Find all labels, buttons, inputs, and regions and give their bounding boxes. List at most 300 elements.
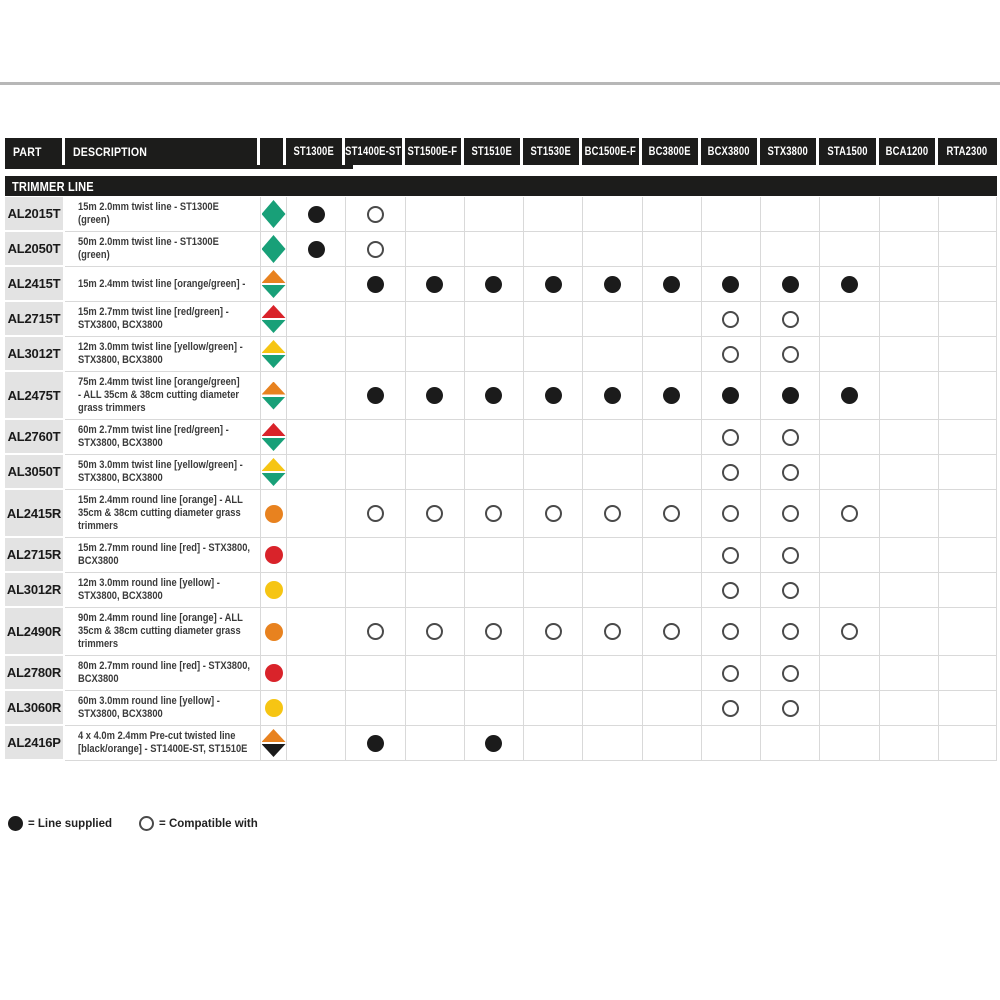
compat-cell-STX3800 bbox=[760, 372, 819, 420]
column-header-label: ST1300E bbox=[293, 145, 335, 158]
compat-cell-ST1510E bbox=[464, 197, 523, 232]
line-supplied-dot bbox=[308, 206, 325, 223]
compat-cell-ST1300E bbox=[286, 573, 345, 608]
compat-cell-ST1300E bbox=[286, 608, 345, 656]
description-cell bbox=[65, 267, 260, 302]
description-cell bbox=[65, 372, 260, 420]
compat-cell-ST1300E bbox=[286, 691, 345, 726]
compat-cell-ST1530E bbox=[523, 267, 582, 302]
line-supplied-dot bbox=[782, 276, 799, 293]
compat-cell-STX3800 bbox=[760, 302, 819, 337]
compatible-dot bbox=[722, 547, 739, 564]
compatible-dot bbox=[841, 505, 858, 522]
twist-line-diamond-icon bbox=[262, 340, 286, 368]
diamond-bottom-half bbox=[262, 744, 286, 757]
compat-cell-ST1510E bbox=[464, 691, 523, 726]
description-cell bbox=[65, 197, 260, 232]
description-line: grass trimmers bbox=[78, 402, 146, 414]
round-line-circle-icon bbox=[265, 581, 283, 599]
compat-cell-ST1510E bbox=[464, 337, 523, 372]
diamond-bottom-half bbox=[262, 473, 286, 486]
compat-cell-ST1400E-ST bbox=[345, 656, 404, 691]
compatible-dot bbox=[485, 623, 502, 640]
compat-cell-BC1500E-F bbox=[582, 337, 641, 372]
compat-cell-BC1500E-F bbox=[582, 691, 641, 726]
compat-cell-STX3800 bbox=[760, 691, 819, 726]
compat-cell-BCA1200 bbox=[879, 372, 938, 420]
compat-cell-BCA1200 bbox=[879, 726, 938, 761]
compatible-dot bbox=[782, 464, 799, 481]
compatible-dot bbox=[663, 623, 680, 640]
description-line: [black/orange] - ST1400E-ST, ST1510E bbox=[78, 743, 248, 755]
twist-line-diamond-icon bbox=[262, 423, 286, 451]
line-supplied-dot bbox=[485, 276, 502, 293]
compat-cell-RTA2300 bbox=[938, 490, 997, 538]
compat-cell-ST1530E bbox=[523, 656, 582, 691]
part-cell: AL2416P bbox=[5, 726, 65, 761]
legend-compatible-label: = Compatible with bbox=[159, 817, 258, 830]
compat-cell-ST1400E-ST bbox=[345, 726, 404, 761]
diamond-top-half bbox=[262, 270, 286, 283]
compatible-dot bbox=[782, 547, 799, 564]
compat-cell-BCX3800 bbox=[701, 420, 760, 455]
compat-cell-BCA1200 bbox=[879, 538, 938, 573]
compat-cell-ST1530E bbox=[523, 726, 582, 761]
table-row-AL2760T bbox=[5, 420, 997, 455]
part-cell: AL3050T bbox=[5, 455, 65, 490]
line-supplied-dot bbox=[308, 241, 325, 258]
description-cell bbox=[65, 656, 260, 691]
compat-cell-ST1300E bbox=[286, 656, 345, 691]
compat-cell-STA1500 bbox=[819, 420, 878, 455]
compat-cell-BCX3800 bbox=[701, 197, 760, 232]
compat-cell-ST1510E bbox=[464, 372, 523, 420]
compatible-dot bbox=[782, 429, 799, 446]
compat-cell-STA1500 bbox=[819, 490, 878, 538]
line-supplied-dot bbox=[722, 276, 739, 293]
description-cell bbox=[65, 337, 260, 372]
compat-cell-ST1510E bbox=[464, 726, 523, 761]
compat-cell-BC3800E bbox=[642, 726, 701, 761]
column-header-part bbox=[5, 138, 65, 165]
compat-cell-BC1500E-F bbox=[582, 455, 641, 490]
line-colour-cell bbox=[260, 490, 286, 538]
line-colour-cell bbox=[260, 337, 286, 372]
column-header-label: ST1530E bbox=[530, 145, 572, 158]
compat-cell-BCA1200 bbox=[879, 337, 938, 372]
part-cell: AL3012T bbox=[5, 337, 65, 372]
description-cell bbox=[65, 232, 260, 267]
line-supplied-dot bbox=[663, 387, 680, 404]
compatible-dot bbox=[426, 505, 443, 522]
compat-cell-ST1500E-F bbox=[405, 656, 464, 691]
description-line: STX3800, BCX3800 bbox=[78, 472, 163, 484]
compat-cell-RTA2300 bbox=[938, 302, 997, 337]
section-header-trimmer-line bbox=[5, 176, 997, 196]
compat-cell-STX3800 bbox=[760, 267, 819, 302]
description-line: STX3800, BCX3800 bbox=[78, 354, 163, 366]
twist-line-diamond-icon bbox=[262, 235, 286, 263]
compatible-dot bbox=[782, 665, 799, 682]
compat-cell-STA1500 bbox=[819, 232, 878, 267]
header-shadow-bar bbox=[5, 165, 353, 169]
compat-cell-ST1400E-ST bbox=[345, 372, 404, 420]
compat-cell-ST1500E-F bbox=[405, 573, 464, 608]
compat-cell-ST1530E bbox=[523, 691, 582, 726]
open-dot-icon bbox=[139, 816, 154, 831]
twist-line-diamond-icon bbox=[262, 270, 286, 298]
description-cell bbox=[65, 573, 260, 608]
column-header-label: STA1500 bbox=[827, 145, 868, 158]
compat-cell-ST1300E bbox=[286, 726, 345, 761]
description-line: 80m 2.7mm round line [red] - STX3800, bbox=[78, 660, 250, 672]
compat-cell-STX3800 bbox=[760, 197, 819, 232]
line-colour-cell bbox=[260, 573, 286, 608]
diamond-top-half bbox=[262, 458, 286, 471]
compat-cell-ST1400E-ST bbox=[345, 455, 404, 490]
compat-cell-BC3800E bbox=[642, 455, 701, 490]
line-colour-cell bbox=[260, 455, 286, 490]
compat-cell-BCA1200 bbox=[879, 656, 938, 691]
compat-cell-BC1500E-F bbox=[582, 490, 641, 538]
diamond-top-half bbox=[262, 729, 286, 742]
compatible-dot bbox=[782, 623, 799, 640]
line-supplied-dot bbox=[841, 387, 858, 404]
part-cell: AL2715T bbox=[5, 302, 65, 337]
compat-cell-STA1500 bbox=[819, 538, 878, 573]
compat-cell-BCA1200 bbox=[879, 490, 938, 538]
compatible-dot bbox=[722, 505, 739, 522]
column-header-ST1500E-F bbox=[405, 138, 464, 165]
compat-cell-RTA2300 bbox=[938, 455, 997, 490]
compat-cell-STA1500 bbox=[819, 656, 878, 691]
compat-cell-ST1500E-F bbox=[405, 691, 464, 726]
description-line: 4 x 4.0m 2.4mm Pre-cut twisted line bbox=[78, 730, 236, 742]
compat-cell-STX3800 bbox=[760, 490, 819, 538]
compat-cell-ST1530E bbox=[523, 197, 582, 232]
compat-cell-BCX3800 bbox=[701, 302, 760, 337]
compat-cell-STA1500 bbox=[819, 267, 878, 302]
column-header-label: ST1500E-F bbox=[407, 145, 458, 158]
compat-cell-BC3800E bbox=[642, 232, 701, 267]
line-supplied-dot bbox=[663, 276, 680, 293]
compatible-dot bbox=[722, 346, 739, 363]
twist-line-diamond-icon bbox=[262, 382, 286, 410]
line-supplied-dot bbox=[367, 276, 384, 293]
round-line-circle-icon bbox=[265, 623, 283, 641]
column-header-label: RTA2300 bbox=[946, 145, 988, 158]
compat-cell-BCA1200 bbox=[879, 691, 938, 726]
compat-cell-ST1500E-F bbox=[405, 302, 464, 337]
compat-cell-ST1530E bbox=[523, 232, 582, 267]
compat-cell-ST1510E bbox=[464, 656, 523, 691]
compat-cell-BCX3800 bbox=[701, 267, 760, 302]
description-line: STX3800, BCX3800 bbox=[78, 708, 163, 720]
table-row-AL3012R bbox=[5, 573, 997, 608]
compat-cell-STX3800 bbox=[760, 337, 819, 372]
compat-cell-ST1300E bbox=[286, 490, 345, 538]
column-header-line-colour bbox=[260, 138, 286, 165]
compatible-dot bbox=[782, 582, 799, 599]
compat-cell-BC3800E bbox=[642, 573, 701, 608]
description-line: 50m 2.0mm twist line - ST1300E bbox=[78, 236, 219, 248]
line-colour-cell bbox=[260, 656, 286, 691]
column-header-ST1300E bbox=[286, 138, 345, 165]
column-header-description-label: DESCRIPTION bbox=[73, 144, 148, 159]
part-cell: AL2415T bbox=[5, 267, 65, 302]
compat-cell-BC1500E-F bbox=[582, 538, 641, 573]
column-header-label: BCX3800 bbox=[707, 145, 750, 158]
table-row-AL3012T bbox=[5, 337, 997, 372]
compat-cell-ST1500E-F bbox=[405, 337, 464, 372]
compat-cell-ST1400E-ST bbox=[345, 490, 404, 538]
compatible-dot bbox=[485, 505, 502, 522]
table-row-AL2715R bbox=[5, 538, 997, 573]
column-header-label: ST1400E-ST bbox=[345, 145, 402, 158]
description-line: 15m 2.7mm round line [red] - STX3800, bbox=[78, 542, 250, 554]
column-header-part-label: PART bbox=[13, 144, 42, 159]
line-supplied-dot bbox=[426, 387, 443, 404]
compat-cell-STX3800 bbox=[760, 573, 819, 608]
compatible-dot bbox=[782, 700, 799, 717]
compat-cell-STA1500 bbox=[819, 726, 878, 761]
compat-cell-STX3800 bbox=[760, 420, 819, 455]
twist-line-diamond-icon bbox=[262, 305, 286, 333]
description-cell bbox=[65, 302, 260, 337]
compat-cell-BCX3800 bbox=[701, 726, 760, 761]
compat-cell-ST1530E bbox=[523, 420, 582, 455]
compat-cell-STA1500 bbox=[819, 691, 878, 726]
compat-cell-STA1500 bbox=[819, 337, 878, 372]
description-cell bbox=[65, 420, 260, 455]
line-supplied-dot bbox=[485, 735, 502, 752]
description-cell bbox=[65, 455, 260, 490]
compat-cell-ST1510E bbox=[464, 490, 523, 538]
compat-cell-STX3800 bbox=[760, 608, 819, 656]
table-row-AL2490R bbox=[5, 608, 997, 656]
compat-cell-STX3800 bbox=[760, 232, 819, 267]
compat-cell-ST1400E-ST bbox=[345, 267, 404, 302]
line-supplied-dot bbox=[426, 276, 443, 293]
compat-cell-RTA2300 bbox=[938, 337, 997, 372]
description-line: 15m 2.4mm twist line [orange/green] - bbox=[78, 277, 246, 290]
column-header-BCA1200 bbox=[879, 138, 938, 165]
compat-cell-BC3800E bbox=[642, 608, 701, 656]
description-line: - ALL 35cm & 38cm cutting diameter bbox=[78, 389, 240, 401]
diamond-bottom-half bbox=[262, 320, 286, 333]
compat-cell-BC1500E-F bbox=[582, 420, 641, 455]
column-header-ST1510E bbox=[464, 138, 523, 165]
twist-line-diamond-icon bbox=[262, 729, 286, 757]
compat-cell-STA1500 bbox=[819, 455, 878, 490]
compat-cell-ST1500E-F bbox=[405, 197, 464, 232]
description-cell bbox=[65, 691, 260, 726]
compat-cell-BC1500E-F bbox=[582, 302, 641, 337]
description-line: 12m 3.0mm round line [yellow] - bbox=[78, 577, 220, 589]
compat-cell-STA1500 bbox=[819, 608, 878, 656]
column-header-RTA2300 bbox=[938, 138, 997, 165]
compat-cell-BCA1200 bbox=[879, 573, 938, 608]
table-header-row bbox=[5, 138, 997, 165]
compat-cell-BC3800E bbox=[642, 490, 701, 538]
compat-cell-ST1530E bbox=[523, 337, 582, 372]
compat-cell-ST1300E bbox=[286, 337, 345, 372]
compat-cell-ST1300E bbox=[286, 232, 345, 267]
compat-cell-BCX3800 bbox=[701, 608, 760, 656]
compat-cell-ST1300E bbox=[286, 420, 345, 455]
compat-cell-ST1500E-F bbox=[405, 726, 464, 761]
compatible-dot bbox=[545, 623, 562, 640]
diamond-top-half bbox=[262, 423, 286, 436]
column-header-BC1500E-F bbox=[582, 138, 641, 165]
part-cell: AL2715R bbox=[5, 538, 65, 573]
compat-cell-BC1500E-F bbox=[582, 267, 641, 302]
twist-line-diamond-icon bbox=[262, 200, 286, 228]
column-header-label: STX3800 bbox=[767, 145, 809, 158]
compatible-dot bbox=[367, 505, 384, 522]
part-cell: AL3012R bbox=[5, 573, 65, 608]
compat-cell-ST1530E bbox=[523, 573, 582, 608]
line-colour-cell bbox=[260, 726, 286, 761]
line-supplied-dot bbox=[604, 276, 621, 293]
legend-line-supplied-label: = Line supplied bbox=[28, 817, 113, 830]
compatible-dot bbox=[722, 582, 739, 599]
compat-cell-ST1510E bbox=[464, 538, 523, 573]
compat-cell-STA1500 bbox=[819, 573, 878, 608]
round-line-circle-icon bbox=[265, 664, 283, 682]
column-header-label: BCA1200 bbox=[885, 145, 928, 158]
compat-cell-RTA2300 bbox=[938, 656, 997, 691]
line-supplied-dot bbox=[545, 276, 562, 293]
description-line: 35cm & 38cm cutting diameter grass bbox=[78, 625, 241, 637]
diamond-bottom-half bbox=[262, 438, 286, 451]
line-colour-cell bbox=[260, 197, 286, 232]
compatible-dot bbox=[722, 700, 739, 717]
compat-cell-BC1500E-F bbox=[582, 197, 641, 232]
compat-cell-BCX3800 bbox=[701, 232, 760, 267]
compatible-dot bbox=[367, 241, 384, 258]
compat-cell-STX3800 bbox=[760, 726, 819, 761]
compat-cell-BCX3800 bbox=[701, 691, 760, 726]
part-cell: AL3060R bbox=[5, 691, 65, 726]
compat-cell-ST1400E-ST bbox=[345, 197, 404, 232]
table-row-AL2415R bbox=[5, 490, 997, 538]
compat-cell-ST1400E-ST bbox=[345, 232, 404, 267]
column-header-label: BC3800E bbox=[648, 145, 691, 158]
compat-cell-ST1300E bbox=[286, 372, 345, 420]
diamond-top-half bbox=[262, 305, 286, 318]
compat-cell-ST1300E bbox=[286, 455, 345, 490]
description-line: STX3800, BCX3800 bbox=[78, 590, 163, 602]
line-supplied-dot bbox=[841, 276, 858, 293]
line-supplied-dot bbox=[367, 387, 384, 404]
line-colour-cell bbox=[260, 538, 286, 573]
compat-cell-ST1400E-ST bbox=[345, 608, 404, 656]
diamond-top-half bbox=[262, 382, 286, 395]
description-line: 12m 3.0mm twist line [yellow/green] - bbox=[78, 341, 243, 353]
column-header-BCX3800 bbox=[701, 138, 760, 165]
column-header-STX3800 bbox=[760, 138, 819, 165]
compat-cell-ST1500E-F bbox=[405, 608, 464, 656]
compat-cell-STA1500 bbox=[819, 372, 878, 420]
description-line: 15m 2.7mm twist line [red/green] - bbox=[78, 306, 229, 318]
compat-cell-ST1400E-ST bbox=[345, 573, 404, 608]
compat-cell-RTA2300 bbox=[938, 232, 997, 267]
line-supplied-dot bbox=[782, 387, 799, 404]
compat-cell-ST1400E-ST bbox=[345, 538, 404, 573]
table-row-AL2475T bbox=[5, 372, 997, 420]
compat-cell-BC3800E bbox=[642, 420, 701, 455]
compat-cell-BC3800E bbox=[642, 302, 701, 337]
description-cell bbox=[65, 490, 260, 538]
column-header-ST1530E bbox=[523, 138, 582, 165]
filled-dot-icon bbox=[8, 816, 23, 831]
twist-line-diamond-icon bbox=[262, 458, 286, 486]
part-cell: AL2050T bbox=[5, 232, 65, 267]
line-supplied-dot bbox=[367, 735, 384, 752]
compatible-dot bbox=[722, 311, 739, 328]
compat-cell-ST1530E bbox=[523, 490, 582, 538]
compat-cell-ST1530E bbox=[523, 372, 582, 420]
compat-cell-ST1510E bbox=[464, 232, 523, 267]
compat-cell-STA1500 bbox=[819, 197, 878, 232]
compat-cell-BCA1200 bbox=[879, 420, 938, 455]
description-line: BCX3800 bbox=[78, 673, 119, 685]
compat-cell-BCX3800 bbox=[701, 573, 760, 608]
compat-cell-RTA2300 bbox=[938, 538, 997, 573]
description-line: BCX3800 bbox=[78, 555, 119, 567]
line-supplied-dot bbox=[485, 387, 502, 404]
table-row-AL2015T bbox=[5, 197, 997, 232]
compat-cell-BCA1200 bbox=[879, 267, 938, 302]
description-line: trimmers bbox=[78, 520, 119, 532]
compat-cell-ST1300E bbox=[286, 197, 345, 232]
table-row-AL3050T bbox=[5, 455, 997, 490]
compat-cell-BC1500E-F bbox=[582, 573, 641, 608]
description-line: (green) bbox=[78, 249, 110, 261]
compat-cell-RTA2300 bbox=[938, 608, 997, 656]
compat-cell-STX3800 bbox=[760, 538, 819, 573]
compatible-dot bbox=[722, 429, 739, 446]
compat-cell-ST1500E-F bbox=[405, 420, 464, 455]
description-line: 35cm & 38cm cutting diameter grass bbox=[78, 507, 241, 519]
compat-cell-BC3800E bbox=[642, 337, 701, 372]
compatible-dot bbox=[782, 505, 799, 522]
compat-cell-ST1510E bbox=[464, 608, 523, 656]
column-header-label: BC1500E-F bbox=[584, 145, 637, 158]
compat-cell-RTA2300 bbox=[938, 372, 997, 420]
compat-cell-BC3800E bbox=[642, 197, 701, 232]
compat-cell-BCX3800 bbox=[701, 538, 760, 573]
compat-cell-ST1510E bbox=[464, 420, 523, 455]
line-colour-cell bbox=[260, 420, 286, 455]
diamond-top-half bbox=[262, 340, 286, 353]
compat-cell-ST1510E bbox=[464, 302, 523, 337]
compat-cell-RTA2300 bbox=[938, 420, 997, 455]
line-colour-cell bbox=[260, 691, 286, 726]
compat-cell-BC3800E bbox=[642, 372, 701, 420]
compat-cell-ST1500E-F bbox=[405, 267, 464, 302]
line-colour-cell bbox=[260, 372, 286, 420]
compat-cell-BCA1200 bbox=[879, 197, 938, 232]
column-header-STA1500 bbox=[819, 138, 878, 165]
part-cell: AL2015T bbox=[5, 197, 65, 232]
compatible-dot bbox=[663, 505, 680, 522]
compat-cell-ST1300E bbox=[286, 267, 345, 302]
compat-cell-ST1500E-F bbox=[405, 372, 464, 420]
compatible-dot bbox=[782, 311, 799, 328]
compat-cell-RTA2300 bbox=[938, 197, 997, 232]
